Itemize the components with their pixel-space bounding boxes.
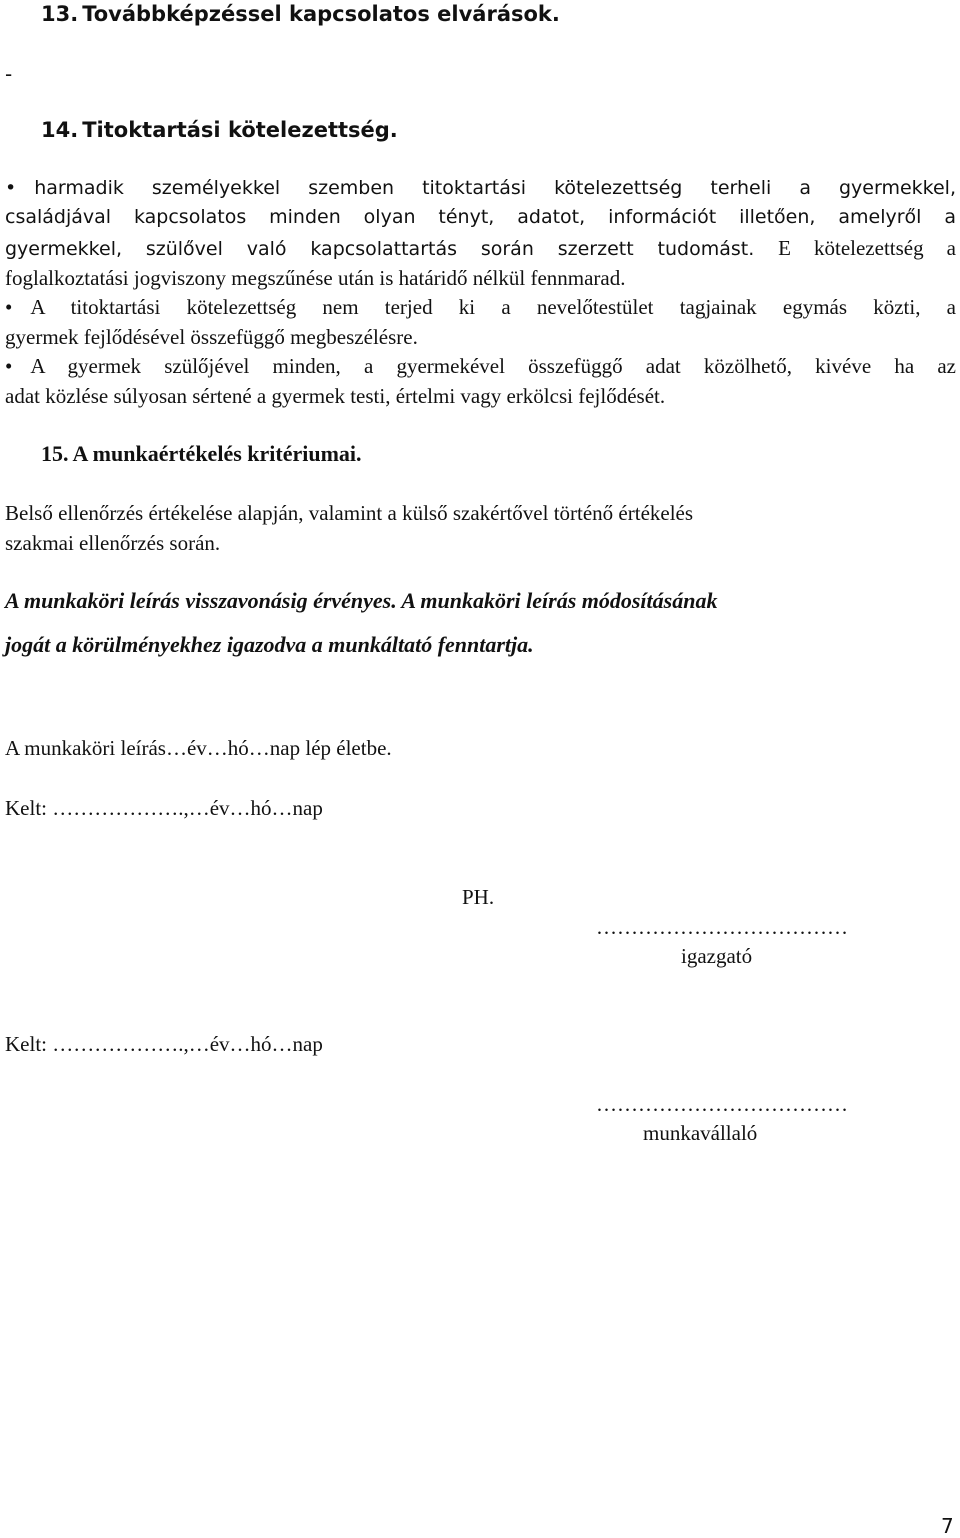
validity-line-1: A munkaköri leírás visszavonásig érvényes. A munkaköri leírás módosításának [5,588,718,613]
bullet-mark: • [5,354,13,378]
section-13-heading [41,2,560,26]
section-13-title: Továbbképzéssel kapcsolatos elvárások. [82,2,560,26]
bullet-1-line-1: • harmadik személyekkel szemben titoktartási kötelezettség terheli a gyermekkel, [5,177,956,199]
bullet-mark: • [5,295,13,319]
section-15-title: A munkaértékelés kritériumai. [72,441,362,466]
bullet-1-line-2: családjával kapcsolatos minden olyan tényt, adatot, információt illetően, amelyről a [5,206,956,228]
validity-line-2: jogát a körülményekhez igazodva a munkáltató fenntartja. [5,632,534,657]
ph-stamp-label: PH. [462,885,495,909]
kelt-line-2: Kelt: ……………….,…év…hó…nap [5,1032,323,1056]
dash-marker: - [5,62,13,86]
employee-role: munkavállaló [643,1121,758,1145]
section-14-number: 14. [41,118,79,142]
bullet-3-line-1: • A gyermek szülőjével minden, a gyermekével összefüggő adat közölhető, kivéve ha az [5,354,956,378]
page-number: 7 [941,1514,954,1538]
director-role: igazgató [681,944,753,968]
bullet-2-line-1: • A titoktartási kötelezettség nem terjed ki a nevelőtestület tagjainak egymás közti, a [5,295,956,319]
section-15-heading [41,441,362,467]
evaluation-line-1: Belső ellenőrzés értékelése alapján, valamint a külső szakértővel történő értékelés [5,501,694,525]
bullet-3-line-2: adat közlése súlyosan sértené a gyermek testi, értelmi vagy erkölcsi fejlődését. [5,384,666,408]
evaluation-line-2: szakmai ellenőrzés során. [5,531,221,555]
section-14-heading [41,118,398,142]
section-14-title: Titoktartási kötelezettség. [82,118,398,142]
effective-date-line: A munkaköri leírás…év…hó…nap lép életbe. [5,736,392,760]
section-15-number: 15. [41,441,69,466]
employee-signature-dots: ……………………………… [596,1092,848,1116]
section-13-number: 13. [41,2,79,26]
kelt-line-1: Kelt: ……………….,…év…hó…nap [5,796,323,820]
bullet-mark: • [5,177,17,199]
director-signature-dots: ……………………………… [596,915,848,939]
bullet-2-line-2: gyermek fejlődésével összefüggő megbeszélésre. [5,325,418,349]
bullet-1-line-3: gyermekkel, szülővel való kapcsolattartás során szerzett tudomást. E kötelezettség a [5,236,956,260]
bullet-1-line-4: foglalkoztatási jogviszony megszűnése után is határidő nélkül fennmarad. [5,266,626,290]
